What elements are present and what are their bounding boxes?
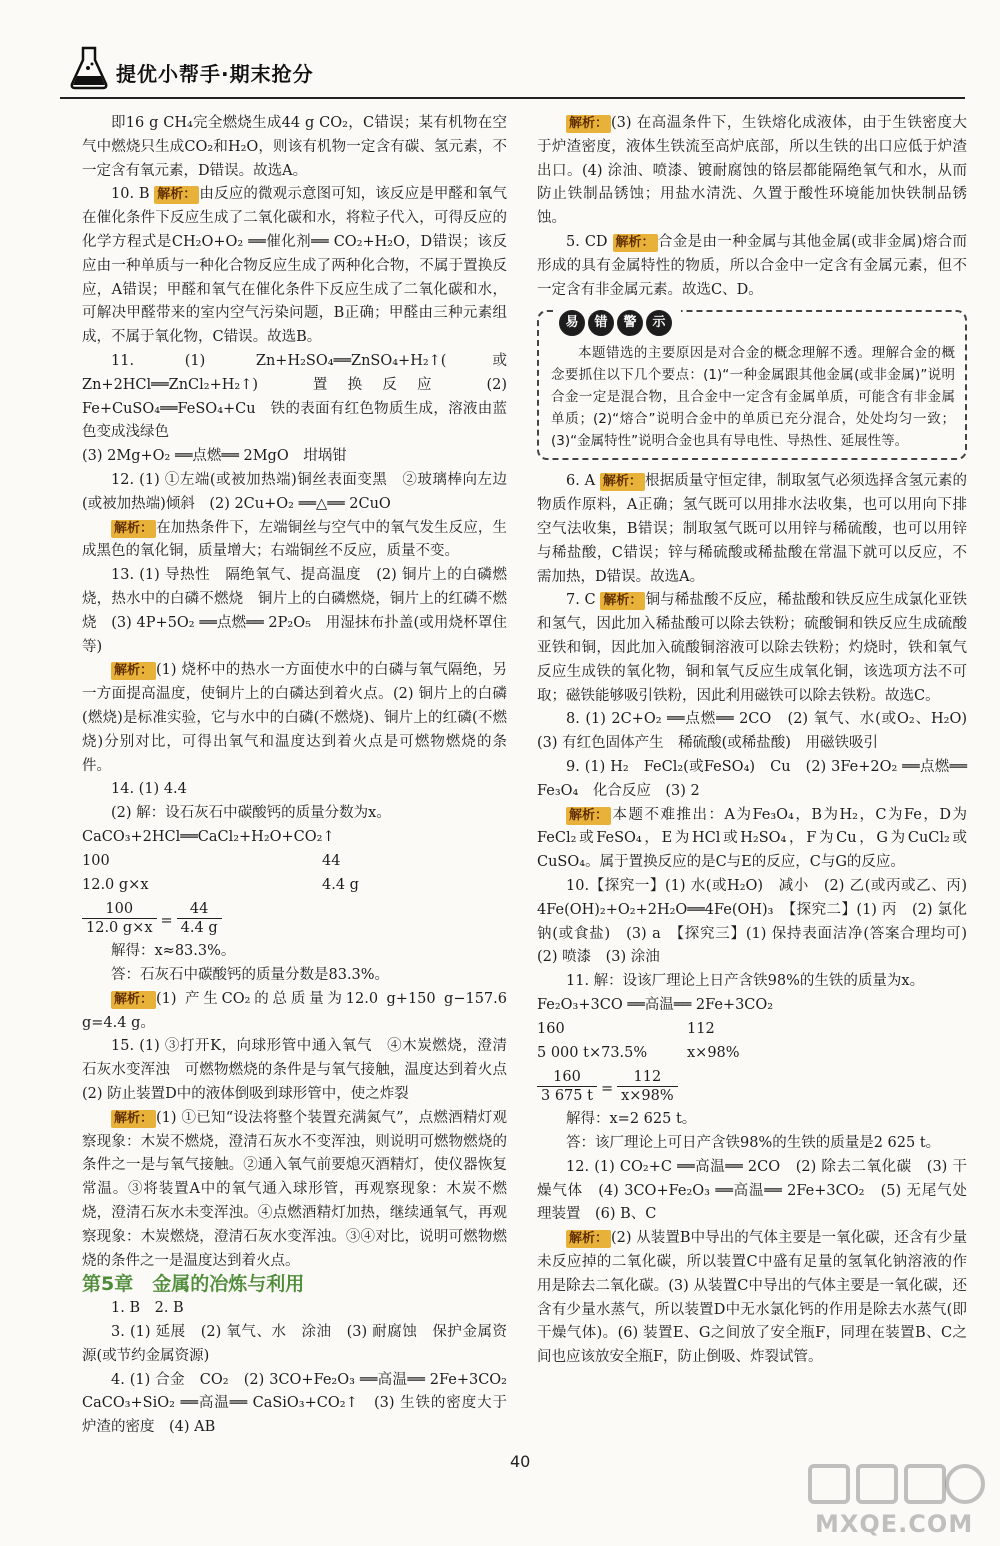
answer-q14-part2: (2) 解：设石灰石中碳酸钙的质量分数为x。 [111, 805, 391, 822]
analysis-tag: 解析： [600, 592, 645, 610]
analysis-c12 [537, 1227, 967, 1370]
fraction: $\frac{160}{3 675 t}$ [537, 1068, 597, 1105]
page-number: 40 [510, 1452, 531, 1471]
analysis-q12 [82, 517, 507, 565]
header-divider [60, 97, 965, 99]
solution-answer: 答：该厂理论上可日产含铁98%的生铁的质量是2 625 t。 [566, 1135, 941, 1152]
answer-q11-part3: (3) 2Mg+O₂ ══点燃══ 2MgO 坩埚钳 [82, 448, 347, 465]
analysis-text: 合金是由一种金属与其他金属(或非金属)熔合而形成的具有金属特性的物质，所以合金中一定含有金属元素，但不一定含有非金属元素。故选C、D。 [537, 233, 968, 298]
fraction: $\frac{112}{x\times 98\%}$ [617, 1068, 678, 1105]
equation: CaCO₃+2HCl══CaCl₂+H₂O+CO₂↑ [82, 828, 335, 845]
answer-c3: 3. (1) 延展 (2) 氧气、水 涂油 (3) 耐腐蚀 保护金属资源(或节约金属资源) [82, 1324, 507, 1364]
warning-char: 错 [588, 310, 614, 336]
analysis-q15 [82, 1107, 507, 1274]
answer-c11: 11. 解：设该厂理论上日产含铁98%的生铁的质量为x。 [566, 973, 925, 990]
solution-result: 解得：x≈83.3%。 [111, 943, 236, 960]
analysis-text: 本题不难推出：A为Fe₃O₄，B为H₂，C为Fe，D为FeCl₂或FeSO₄，E为HCl或H₂SO₄，F为Cu，G为CuCl₂或CuSO₄。属于置换反应的是C与E的反应，C与G的反应。 [537, 806, 967, 871]
analysis-tag: 解析： [111, 991, 156, 1009]
analysis-c9 [537, 804, 967, 875]
page-header [60, 40, 960, 100]
calc-value: 5 000 t×73.5% [537, 1044, 648, 1061]
answer-q13: 13. (1) 导热性 隔绝氧气、提高温度 (2) 铜片上的白磷燃烧，热水中的白磷不燃烧 铜片上的白磷燃烧，铜片上的红磷不燃烧 (3) 4P+5O₂ ══点燃══ 2P₂O₅ 用湿抹布扑盖(或用烧杯罩住等) [82, 567, 507, 655]
warning-label [553, 310, 681, 336]
answer-number: 6. A [566, 473, 596, 490]
analysis-tag: 解析： [600, 473, 645, 491]
analysis-c4 [537, 112, 967, 231]
analysis-text: (1) ①已知“设法将整个装置充满氮气”，点燃酒精灯观察现象：木炭不燃烧，澄清石灰水不变浑浊，则说明可燃物燃烧的条件之一是与氧气接触。②通入氧气前要熄灭酒精灯，使仪器恢复常温。③将装置A中的氧气通入球形管，再观察现象：木炭不燃烧，澄清石灰水未变浑浊。④点燃酒精灯加热，继续通氧气，再观察现象：木炭燃烧，澄清石灰水变浑浊。③④对比，说明可燃物燃烧的条件之一是温度达到着火点。 [82, 1109, 507, 1269]
analysis-tag: 解析： [111, 662, 156, 680]
answer-c12: 12. (1) CO₂+C ══高温══ 2CO (2) 除去二氧化碳 (3) 干燥气体 (4) 3CO+Fe₂O₃ ══高温══ 2Fe+3CO₂ (5) 无尾气处理装置 (6) B、C [537, 1158, 967, 1223]
answer-c10: 10.【探究一】(1) 水(或H₂O) 减小 (2) 乙(或丙或乙、丙) 4Fe(OH)₂+O₂+2H₂O══4Fe(OH)₃ 【探究二】(1) 丙 (2) 氯化钠(或食盐) (3) a 【探究三】(1) 保持表面洁净(答案合理均可) (2) 喷漆 (3) 涂油 [537, 877, 982, 966]
answer-q14-part1: 14. (1) 4.4 [111, 781, 187, 798]
equation: Fe₂O₃+3CO ══高温══ 2Fe+3CO₂ [537, 996, 774, 1013]
analysis-tag: 解析： [566, 807, 611, 825]
answer-c1: 1. B 2. B [111, 1300, 184, 1317]
calc-value: 160 [537, 1020, 565, 1037]
calc-value: 100 [82, 852, 110, 869]
answer-q11: 11. (1) Zn+H₂SO₄══ZnSO₄+H₂↑(或Zn+2HCl══ZnCl₂+H₂↑) 置换反应 (2) Fe+CuSO₄══FeSO₄+Cu 铁的表面有红色物质生成，溶液由蓝色变成浅绿色 [82, 352, 507, 441]
answer-q15: 15. (1) ③打开K，向球形管中通入氧气 ④木炭燃烧，澄清石灰水变浑浊 可燃物燃烧的条件是与氧气接触，温度达到着火点 (2) 防止装置D中的液体倒吸到球形管中，使之炸裂 [82, 1038, 522, 1103]
calc-row [537, 1042, 967, 1066]
calc-value: x×98% [687, 1044, 740, 1061]
chapter-heading: 第5章 金属的冶炼与利用 [82, 1273, 305, 1296]
analysis-text: 铜与稀盐酸不反应，稀盐酸和铁反应生成氯化亚铁和氢气，因此加入稀盐酸可以除去铁粉；硫酸铜和铁反应生成硫酸亚铁和铜，因此加入硫酸铜溶液可以除去铁粉；灼烧时，铁和氧气反应生成铁的氧化物，铜和氧气反应生成氧化铜，该选项方法不可取；磁铁能够吸引铁粉，因此利用磁铁可以除去铁粉。故选C。 [537, 592, 967, 704]
analysis-text: (2) 从装置B中导出的气体主要是一氧化碳，还含有少量未反应掉的二氧化碳，所以装置C中盛有足量的氢氧化钠溶液的作用是除去二氧化碳。(3) 从装置C中导出的气体主要是一氧化碳，还含有少量水蒸气，所以装置D中无水氯化钙的作用是除去水蒸气(即干燥气体)。(6) 装置E、G之间放了安全瓶F，同理在装置B、C之间也应该放安全瓶F，防止倒吸、炸裂试管。 [537, 1230, 967, 1366]
analysis-q14 [82, 988, 507, 1036]
warning-text: 本题错选的主要原因是对合金的概念理解不透。理解合金的概念要抓住以下几个要点：(1)“一种金属跟其他金属(或非金属)”说明合金一定是混合物，且合金中一定含有金属单质，可能含有非金属单质；(2)“熔合”说明合金中的单质已充分混合，处处均匀一致；(3)“金属特性”说明合金也具有导电性、导热性、延展性等。 [551, 345, 955, 450]
calc-value: 112 [687, 1020, 715, 1037]
analysis-tag: 解析： [111, 520, 156, 538]
warning-char: 示 [646, 310, 672, 336]
answer-q12: 12. (1) ①左端(或被加热端)铜丝表面变黑 ②玻璃棒向左边(或被加热端)倾斜 (2) 2Cu+O₂ ══△══ 2CuO [82, 471, 507, 512]
analysis-tag: 解析： [154, 186, 199, 204]
answer-number: 5. CD [566, 233, 608, 250]
calc-value: 44 [322, 852, 341, 869]
left-column [82, 112, 522, 1440]
header-title: 提优小帮手·期末抢分 [116, 62, 314, 86]
answer-number: 7. C [566, 592, 596, 609]
calc-value: 12.0 g×x [82, 876, 149, 893]
answer-c4: 4. (1) 合金 CO₂ (2) 3CO+Fe₂O₃ ══高温══ 2Fe+3CO₂ CaCO₃+SiO₂ ══高温══ CaSiO₃+CO₂↑ (3) 生铁的密度大于炉渣的密度 (4) AB [82, 1371, 522, 1436]
warning-char: 警 [617, 310, 643, 336]
answer-c9: 9. (1) H₂ FeCl₂(或FeSO₄) Cu (2) 3Fe+2O₂ ══点燃══ Fe₃O₄ 化合反应 (3) 2 [537, 758, 967, 799]
error-warning-box [537, 310, 967, 460]
right-column [537, 112, 982, 1370]
solution-result: 解得：x=2 625 t。 [566, 1111, 697, 1128]
answer-paragraph: 即16 g CH₄完全燃烧生成44 g CO₂，C错误；某有机物在空气中燃烧只生成CO₂和H₂O，则该有机物一定含有碳、氢元素，不一定含有氧元素，D错误。故选A。 [82, 115, 507, 179]
analysis-text: (1) 产生CO₂的总质量为12.0 g+150 g−157.6 g=4.4 g。 [82, 990, 507, 1031]
proportion: $\frac{100}{12.0 g\times x}$ = $\frac{44}{4.4 g}$ [82, 900, 507, 937]
warning-char: 易 [559, 310, 585, 336]
analysis-tag: 解析： [566, 115, 611, 133]
analysis-tag: 解析： [566, 1230, 611, 1248]
answer-c6 [537, 470, 967, 589]
calc-row [82, 874, 507, 898]
proportion: $\frac{160}{3 675 t}$ = $\frac{112}{x\times 98\%}$ [537, 1068, 967, 1105]
analysis-tag: 解析： [111, 1110, 156, 1128]
calc-value: 4.4 g [322, 876, 359, 893]
analysis-text: (3) 在高温条件下，生铁熔化成液体，由于生铁密度大于炉渣密度，液体生铁流至高炉底部，所以生铁的出口应低于炉渣出口。(4) 涂油、喷漆、镀耐腐蚀的铬层都能隔绝氧气和水，从而防止铁制品锈蚀；用盐水清洗、久置于酸性环境能加快铁制品锈蚀。 [537, 115, 967, 227]
answer-c5 [537, 231, 967, 302]
analysis-tag: 解析： [613, 234, 658, 252]
analysis-text: 由反应的微观示意图可知，该反应是甲醛和氧气在催化条件下反应生成了二氧化碳和水，将粒子代入，可得反应的化学方程式是CH₂O+O₂ ══催化剂══ CO₂+H₂O，D错误；该反应由一种单质与一种化合物反应生成了两种化合物，不属于置换反应，A错误；甲醛和氧气在催化条件下反应生成了二氧化碳和水，可解决甲醛带来的室内空气污染问题，B正确；甲醛由三种元素组成，不属于氧化物，C错误。故选B。 [82, 186, 508, 346]
calc-row [82, 850, 507, 874]
watermark-text: MXQE.COM [815, 1510, 974, 1538]
answer-c7 [537, 589, 967, 708]
flask-icon [68, 44, 110, 90]
analysis-q13 [82, 659, 507, 778]
answer-c8: 8. (1) 2C+O₂ ══点燃══ 2CO (2) 氧气、水(或O₂、H₂O) (3) 有红色固体产生 稀硫酸(或稀盐酸) 用磁铁吸引 [537, 711, 982, 752]
fraction: $\frac{100}{12.0 g\times x}$ [82, 900, 157, 937]
fraction: $\frac{44}{4.4 g}$ [177, 900, 222, 937]
answer-number: 10. B [111, 186, 150, 203]
solution-answer: 答：石灰石中碳酸钙的质量分数是83.3%。 [111, 967, 390, 984]
analysis-text: (1) 烧杯中的热水一方面使水中的白磷与氧气隔绝，另一方面提高温度，使铜片上的白磷达到着火点。(2) 铜片上的白磷(燃烧)是标准实验，它与水中的白磷(不燃烧)、铜片上的红磷(不燃烧)分别对比，可得出氧气和温度达到着火点是可燃物燃烧的条件。 [82, 662, 507, 774]
calc-row [537, 1018, 967, 1042]
answer-q10 [82, 183, 507, 350]
analysis-text: 根据质量守恒定律，制取氢气必须选择含氢元素的物质作原料，A正确；氢气既可以用排水法收集，也可以用向下排空气法收集，B错误；制取氢气既可以用锌与稀硫酸，也可以用锌与稀盐酸，C错误；锌与稀硫酸或稀盐酸在常温下就可以反应，不需加热，D错误。故选A。 [537, 473, 968, 585]
analysis-text: 在加热条件下，左端铜丝与空气中的氧气发生反应，生成黑色的氧化铜，质量增大；右端铜丝不反应，质量不变。 [82, 519, 507, 560]
